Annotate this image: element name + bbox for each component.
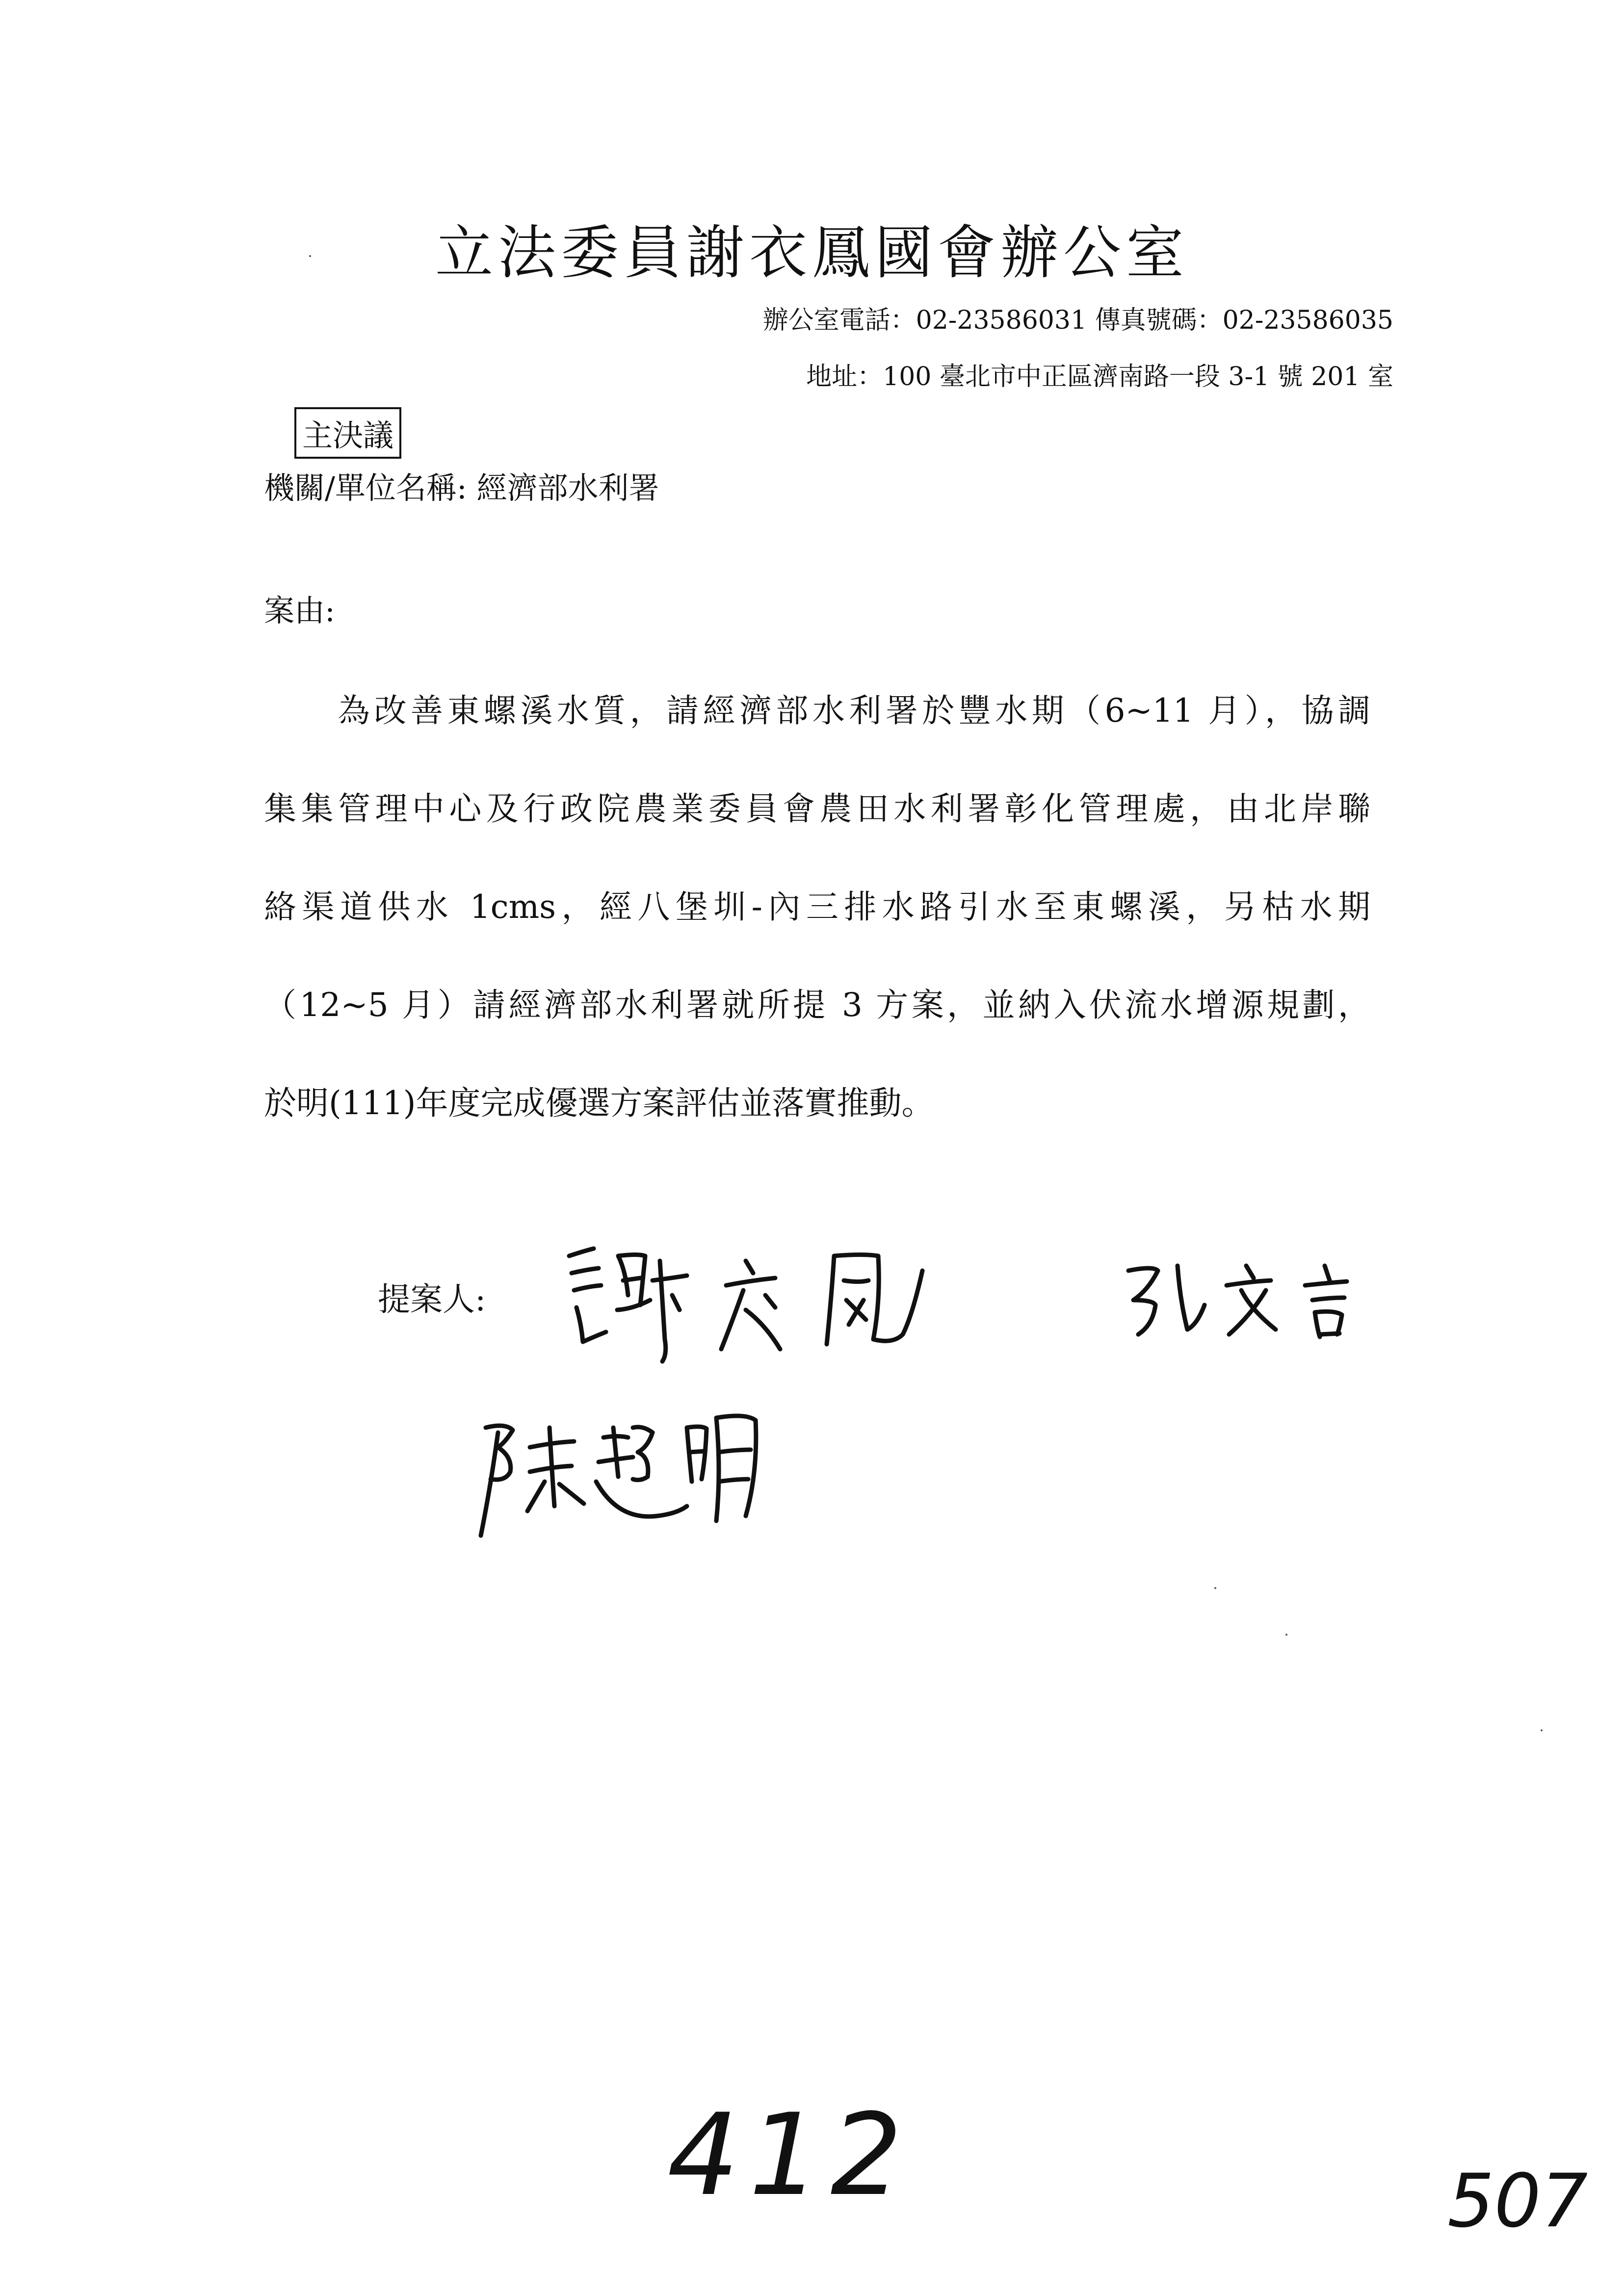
page-number: 412	[667, 2090, 912, 2221]
office-phone-fax: 辦公室電話：02-23586031 傳真號碼：02-23586035	[762, 306, 1393, 335]
scan-speck	[309, 255, 311, 257]
signature-2	[1119, 1251, 1374, 1349]
signature-1	[559, 1226, 942, 1374]
scan-speck	[1214, 1587, 1216, 1589]
body-line: 於明(111)年度完成優選方案評估並落實推動。	[264, 1084, 934, 1122]
body-line: 為改善東螺溪水質，請經濟部水利署於豐水期（6~11 月），協調	[338, 692, 1370, 730]
body-line: 絡渠道供水 1cms，經八堡圳-內三排水路引水至東螺溪，另枯水期	[264, 888, 1370, 926]
scan-speck	[1541, 1729, 1543, 1731]
body-line: （12~5 月）請經濟部水利署就所提 3 方案，並納入伏流水增源規劃，	[264, 986, 1370, 1024]
proposer-label: 提案人:	[378, 1280, 486, 1318]
scan-speck	[1285, 1634, 1287, 1636]
office-address: 地址：100 臺北市中正區濟南路一段 3-1 號 201 室	[806, 362, 1393, 391]
signature-3	[471, 1398, 814, 1545]
reason-label: 案由:	[264, 593, 335, 628]
body-line: 集集管理中心及行政院農業委員會農田水利署彰化管理處，由北岸聯	[264, 790, 1370, 828]
document-type-box: 主決議	[294, 407, 401, 459]
stamp-number: 507	[1447, 2159, 1588, 2244]
office-title: 立法委員謝衣鳳國會辦公室	[435, 219, 1189, 287]
agency-name: 機關/單位名稱: 經濟部水利署	[264, 470, 659, 506]
